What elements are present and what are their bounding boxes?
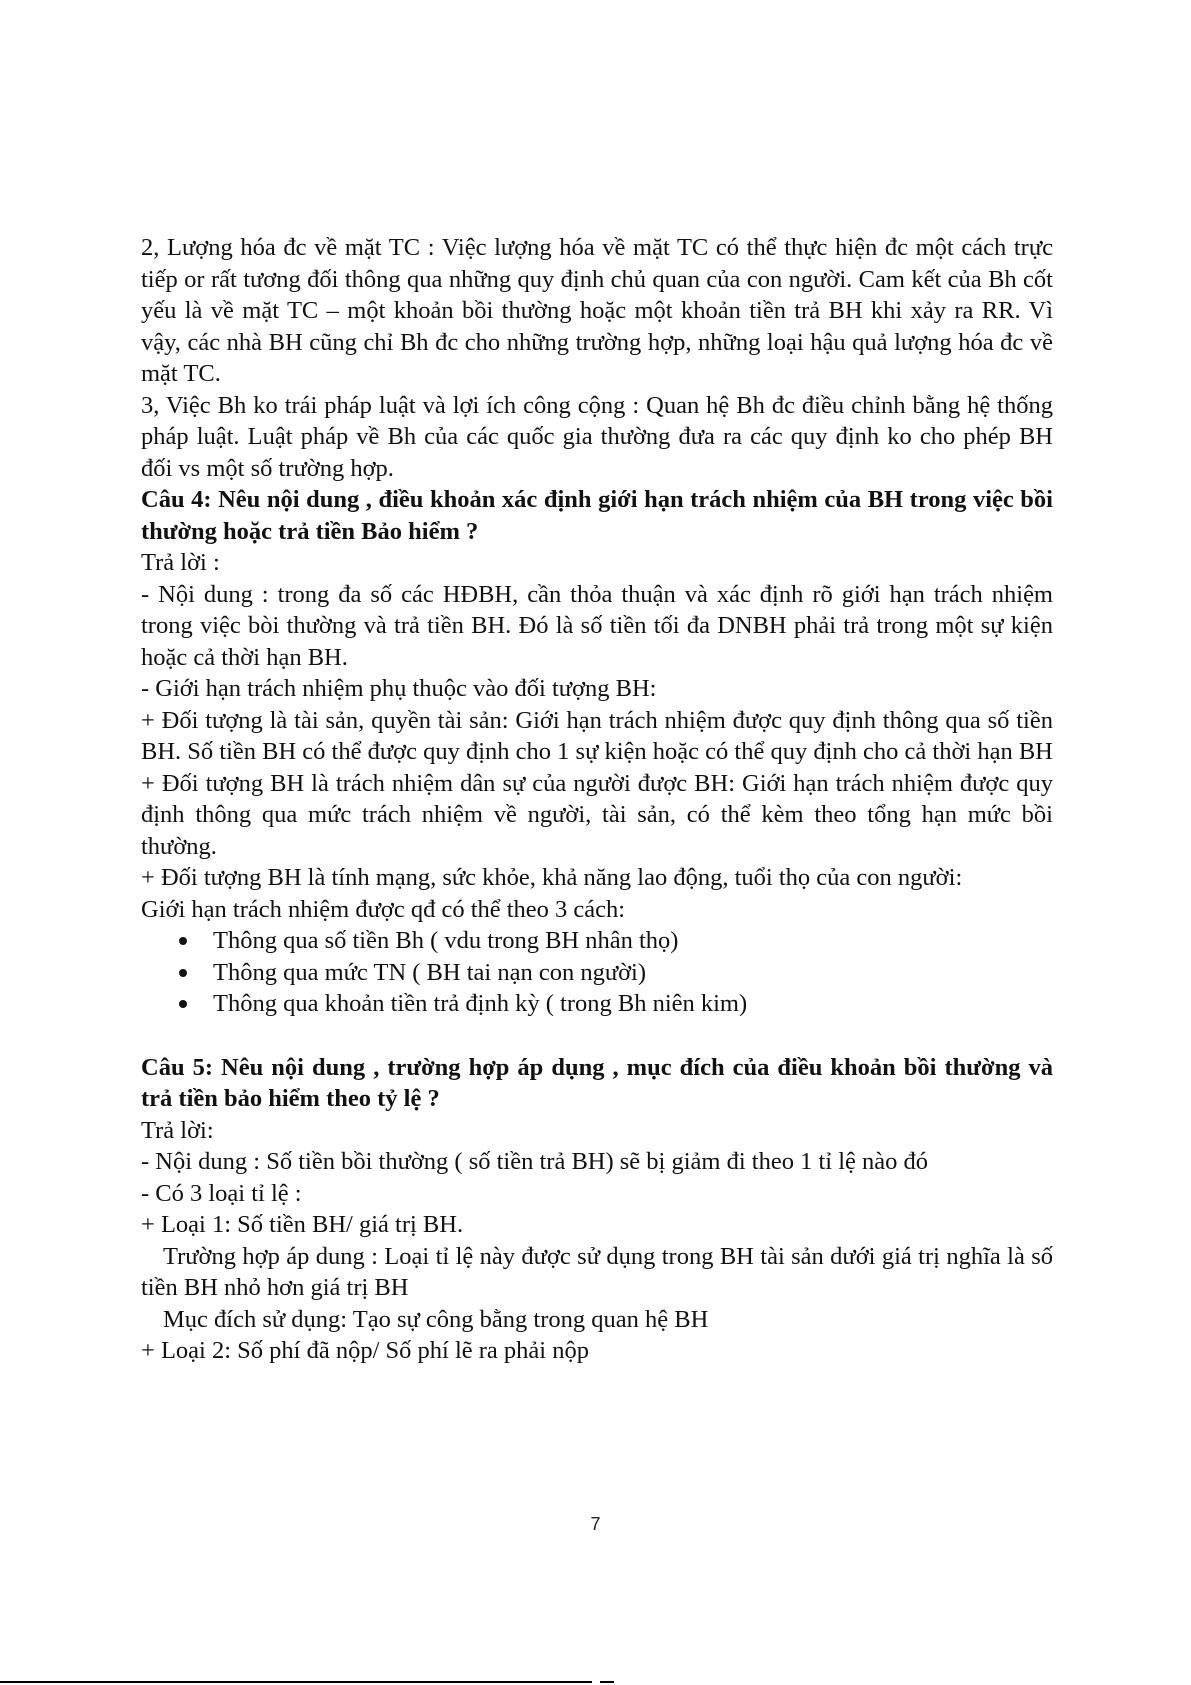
paragraph-three-ratios: - Có 3 loại tỉ lệ : <box>141 1179 302 1207</box>
list-item: Thông qua khoản tiền trả định kỳ ( trong Bh niên kim) <box>177 988 1053 1020</box>
document-body <box>141 232 1053 1367</box>
paragraph-legality: 3, Việc Bh ko trái pháp luật và lợi ích công cộng : Quan hệ Bh đc điều chỉnh bằng hệ thống pháp luật. Luật pháp về Bh của các quốc gia thường đưa ra các quy định ko cho phép BH đối vs một số trường hợp. <box>141 391 1053 482</box>
answer-label-4: Trả lời : <box>141 549 220 576</box>
paragraph-content-4: - Nội dung : trong đa số các HĐBH, cần thỏa thuận và xác định rõ giới hạn trách nhiệm trong việc bòi thường và trả tiền BH. Đó là số tiền tối đa DNBH phải trả trong một sự kiện hoặc cả thời hạn BH. <box>141 580 1053 671</box>
paragraph-type-2: + Loại 2: Số phí đã nộp/ Số phí lẽ ra phải nộp <box>141 1337 589 1364</box>
spacer <box>141 1020 1053 1052</box>
question-4-heading: Câu 4: Nêu nội dung , điều khoản xác định giới hạn trách nhiệm của BH trong việc bồi thường hoặc trả tiền Bảo hiểm ? <box>141 486 1053 545</box>
paragraph-civil-liability: + Đối tượng BH là trách nhiệm dân sự của người được BH: Giới hạn trách nhiệm được quy định thông qua mức trách nhiệm về người, tài sản, có thể kèm theo tổng hạn mức bồi thường. <box>141 769 1053 860</box>
list-item: Thông qua số tiền Bh ( vdu trong BH nhân thọ) <box>177 925 1053 957</box>
paragraph-human-life: + Đối tượng BH là tính mạng, sức khỏe, khả năng lao động, tuổi thọ của con người: <box>141 864 963 891</box>
paragraph-purpose: Mục đích sử dụng: Tạo sự công bằng trong quan hệ BH <box>163 1305 709 1333</box>
footer-rule <box>0 1681 592 1683</box>
paragraph-three-ways: Giới hạn trách nhiệm được qđ có thể theo 3 cách: <box>141 895 626 923</box>
bullet-list <box>141 925 1053 1020</box>
paragraph-limit-depends: - Giới hạn trách nhiệm phụ thuộc vào đối tượng BH: <box>141 675 657 702</box>
question-5-heading: Câu 5: Nêu nội dung , trường hợp áp dụng , mục đích của điều khoản bồi thường và trả tiền bảo hiểm theo tỷ lệ ? <box>141 1053 1053 1112</box>
page-number: 7 <box>590 1514 601 1534</box>
footer-rule-segment <box>600 1681 614 1683</box>
paragraph-quantification: 2, Lượng hóa đc về mặt TC : Việc lượng hóa về mặt TC có thể thực hiện đc một cách trực tiếp or rất tương đối thông qua những quy định chủ quan của con người. Cam kết của Bh cốt yếu là về mặt TC – một khoản bồi thường hoặc một khoản tiền trả BH khi xảy ra RR. Vì vậy, các nhà BH cũng chỉ Bh đc cho những trường hợp, những loại hậu quả lượng hóa đc về mặt TC. <box>141 234 1053 387</box>
answer-label-5: Trả lời: <box>141 1116 214 1144</box>
paragraph-applicable-case: Trường hợp áp dung : Loại tỉ lệ này được sử dụng trong BH tài sản dưới giá trị nghĩa là số tiền BH nhỏ hơn giá trị BH <box>141 1242 1053 1301</box>
paragraph-property: + Đối tượng là tài sản, quyền tài sản: Giới hạn trách nhiệm được quy định thông qua số tiền BH. Số tiền BH có thể được quy định cho 1 sự kiện hoặc có thể quy định cho cả thời hạn BH <box>141 706 1053 765</box>
paragraph-type-1: + Loại 1: Số tiền BH/ giá trị BH. <box>141 1211 464 1238</box>
paragraph-content-5: - Nội dung : Số tiền bồi thường ( số tiền trả BH) sẽ bị giảm đi theo 1 tỉ lệ nào đó <box>141 1148 929 1175</box>
list-item: Thông qua mức TN ( BH tai nạn con người) <box>177 957 1053 989</box>
